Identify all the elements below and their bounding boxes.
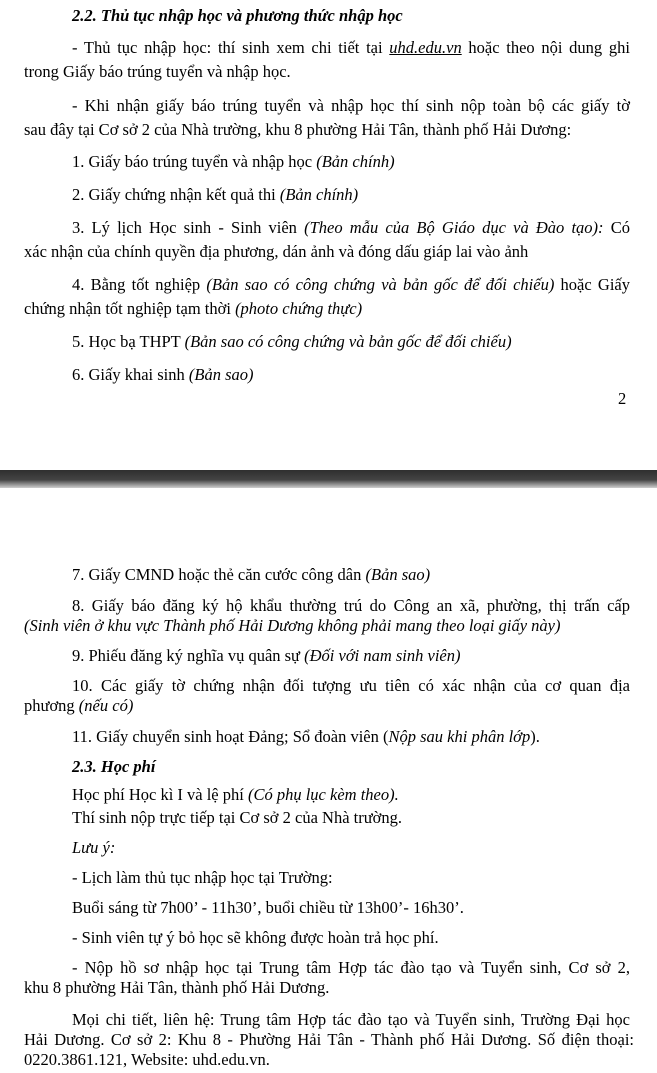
website-link[interactable]: uhd.edu.vn (389, 38, 462, 57)
section-heading-2-2: 2.2. Thủ tục nhập học và phương thức nhập học (72, 6, 403, 25)
list-item-3-line1: 3. Lý lịch Học sinh - Sinh viên (Theo mẫu của Bộ Giáo dục và Đào tạo): Có (72, 218, 631, 237)
note-label: Lưu ý: (72, 838, 116, 857)
submit-location-line1: - Nộp hồ sơ nhập học tại Trung tâm Hợp tác đào tạo và Tuyển sinh, Cơ sở 2, (72, 958, 630, 977)
list-item-9: 9. Phiếu đăng ký nghĩa vụ quân sự (Đối với nam sinh viên) (72, 646, 461, 665)
list-item-1: 1. Giấy báo trúng tuyển và nhập học (Bản chính) (72, 152, 395, 171)
list-item-8-line2: (Sinh viên ở khu vực Thành phố Hải Dương không phải mang theo loại giấy này) (24, 616, 561, 635)
section-heading-2-3: 2.3. Học phí (72, 757, 156, 776)
list-item-11: 11. Giấy chuyển sinh hoạt Đảng; Sổ đoàn viên (Nộp sau khi phân lớp). (72, 727, 540, 746)
document-page-1 (0, 0, 657, 470)
schedule-times: Buổi sáng từ 7h00’ - 11h30’, buổi chiều từ 13h00’- 16h30’. (72, 898, 464, 917)
paragraph-submit-line1: - Khi nhận giấy báo trúng tuyển và nhập học thí sinh nộp toàn bộ các giấy tờ (72, 96, 630, 115)
document-page-2 (0, 488, 657, 1073)
contact-line1: Mọi chi tiết, liên hệ: Trung tâm Hợp tác đào tạo và Tuyển sinh, Trường Đại học (72, 1010, 630, 1029)
contact-line3: 0220.3861.121, Website: uhd.edu.vn. (24, 1050, 270, 1069)
paragraph-submit-line2: sau đây tại Cơ sở 2 của Nhà trường, khu 8 phường Hải Tân, thành phố Hải Dương: (24, 120, 572, 139)
list-item-10-line1: 10. Các giấy tờ chứng nhận đối tượng ưu tiên có xác nhận của cơ quan địa (72, 676, 630, 695)
page-separator (0, 470, 657, 488)
list-item-8-line1: 8. Giấy báo đăng ký hộ khẩu thường trú do Công an xã, phường, thị trấn cấp (72, 596, 630, 615)
contact-line2: Hải Dương. Cơ sở 2: Khu 8 - Phường Hải Tân - Thành phố Hải Dương. Số điện thoại: (24, 1030, 634, 1049)
refund-note: - Sinh viên tự ý bỏ học sẽ không được hoàn trả học phí. (72, 928, 439, 947)
paragraph-procedure-line2: trong Giấy báo trúng tuyển và nhập học. (24, 62, 291, 81)
list-item-4-line2: chứng nhận tốt nghiệp tạm thời (photo chứng thực) (24, 299, 363, 318)
fee-line: Học phí Học kì I và lệ phí (Có phụ lục kèm theo). (72, 785, 399, 804)
list-item-10-line2: phương (nếu có) (24, 696, 134, 715)
list-item-6: 6. Giấy khai sinh (Bản sao) (72, 365, 254, 384)
list-item-3-line2: xác nhận của chính quyền địa phương, dán ảnh và đóng dấu giáp lai vào ảnh (24, 242, 529, 261)
submit-location-line2: khu 8 phường Hải Tân, thành phố Hải Dương. (24, 978, 330, 997)
page-number: 2 (618, 389, 627, 408)
fee-payment-line: Thí sinh nộp trực tiếp tại Cơ sở 2 của Nhà trường. (72, 808, 403, 827)
list-item-4-line1: 4. Bằng tốt nghiệp (Bản sao có công chứng và bản gốc để đối chiếu) hoặc Giấy (72, 275, 630, 294)
list-item-2: 2. Giấy chứng nhận kết quả thi (Bản chính) (72, 185, 359, 204)
schedule-label: - Lịch làm thủ tục nhập học tại Trường: (72, 868, 333, 887)
list-item-5: 5. Học bạ THPT (Bản sao có công chứng và bản gốc để đối chiếu) (72, 332, 512, 351)
paragraph-procedure-line1: - Thủ tục nhập học: thí sinh xem chi tiết tại uhd.edu.vn hoặc theo nội dung ghi (72, 38, 630, 57)
list-item-7: 7. Giấy CMND hoặc thẻ căn cước công dân (Bản sao) (72, 565, 431, 584)
